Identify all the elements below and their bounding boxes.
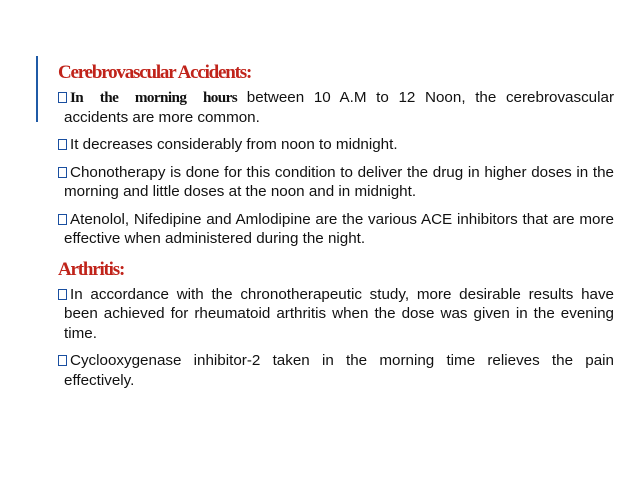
- bullet-item: [58, 285, 614, 344]
- hollow-square-bullet-icon: [58, 167, 67, 178]
- bullet-item: [58, 351, 614, 390]
- hollow-square-bullet-icon: [58, 289, 67, 300]
- hollow-square-bullet-icon: [58, 92, 67, 103]
- bullet-text: In accordance with the chronotherapeutic study, more desirable results have been achieved for rheumatoid arthritis when the dose was given in the evening time.: [64, 285, 614, 342]
- bullet-text: between 10 A.M to 12 Noon, the cerebrovascular accidents are more common.: [64, 89, 614, 126]
- bullet-item: [58, 210, 614, 249]
- heading-arthritis: Arthritis:: [58, 258, 125, 280]
- bullet-text: It decreases considerably from noon to midnight.: [70, 136, 398, 153]
- bullet-text: Chonotherapy is done for this condition to deliver the drug in higher doses in the morning and little doses at the noon and in midnight.: [64, 163, 614, 200]
- bullet-item: [58, 163, 614, 202]
- heading-cerebrovascular: Cerebrovascular Accidents:: [58, 62, 252, 83]
- accent-bar: [36, 56, 38, 122]
- hollow-square-bullet-icon: [58, 355, 67, 366]
- bullet-text: Atenolol, Nifedipine and Amlodipine are the various ACE inhibitors that are more effective when administered during the night.: [64, 210, 614, 247]
- bullet-item: [58, 88, 614, 127]
- slide-content: [58, 62, 614, 398]
- bullet-item: [58, 135, 614, 155]
- hollow-square-bullet-icon: [58, 139, 67, 150]
- bullet-lead-text: In the morning hours: [70, 89, 238, 106]
- bullet-text: Cyclooxygenase inhibitor-2 taken in the morning time relieves the pain effectively.: [64, 352, 614, 389]
- hollow-square-bullet-icon: [58, 214, 67, 225]
